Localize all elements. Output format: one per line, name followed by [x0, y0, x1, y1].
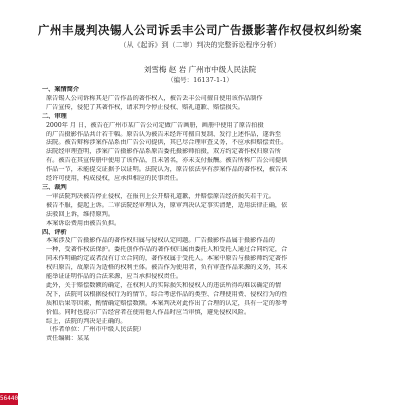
body-line: 一审法院判决被告停止侵权，在报刊上公开赔礼道歉，并赔偿原告经济损失若干元。 — [46, 192, 275, 200]
body-line: 权归原告，故原告为适格的权利主体。被告作为使用者，负有审查作品来源的义务，其未 — [46, 264, 288, 272]
section-heading: 三、裁判 — [42, 183, 67, 191]
body-line: 况下，法院可以根据侵权行为的情节，综合考虑作品的类型、合理使用费、侵权行为的性 — [46, 290, 288, 298]
body-line: 广告宣传，侵犯了其著作权，请求判令停止侵权、赔礼道歉、赔偿损失。 — [46, 103, 244, 111]
page-stamp: 56440 — [0, 393, 18, 405]
body-line: 经许可使用，构成侵权，应承担相应的民事责任。 — [46, 175, 183, 183]
section-heading: 一、案情简介 — [42, 86, 80, 93]
body-line: 质和后果等因素，酌情确定赔偿数额。本案判决对此作出了合理的认定，具有一定的参考 — [46, 299, 288, 307]
body-line: 此外，关于赔偿数额的确定，在权利人的实际损失和侵权人的违法所得均难以确定的情 — [46, 281, 282, 289]
author-line: 刘雪梅 赵 岩 广州市中级人民法院 — [143, 65, 257, 74]
body-line: 原告锡人公司诉称其是广告作品的著作权人，被告丢丰公司擅自使用该作品制作 — [46, 94, 263, 102]
body-line: 法院。被告辩称涉案作品系由广告公司提供，其已尽合理审查义务，不应承担赔偿责任。 — [46, 139, 288, 147]
body-line: 价值。同时也提示广告经营者在使用他人作品时应当审慎，避免侵权风险。 — [46, 308, 251, 316]
document-code: （编号：16137-1-1） — [167, 76, 233, 84]
body-line: 的广告摄影作品共计若干幅。原告认为被告未经许可擅自复制、发行上述作品，遂诉至 — [46, 130, 282, 138]
body-line: 被告不服，提起上诉。二审法院经审理认为，原审判决认定事实清楚，适用法律正确，依 — [46, 201, 288, 209]
body-line: 2000年 月 日，被告在广州市某广告公司定做广告画册，画册中使用了原告拍摄 — [46, 121, 264, 129]
article-title: 广州丰晟判决锡人公司诉丢丰公司广告摄影著作权侵权纠纷案 — [38, 23, 362, 37]
body-line: 作品一节，未能提交证据予以证明。法院认为，原告依法享有涉案作品的著作权，被告未 — [46, 166, 288, 174]
body-line: 同未作明确约定或者没有订立合同的，著作权属于受托人。本案中原告与摄影师约定著作 — [46, 255, 288, 263]
article-subtitle: （从《起诉》到（二审）判决的完整诉讼程序分析） — [119, 41, 281, 49]
body-line: （作者单位：广州市中级人民法院） — [46, 326, 145, 334]
body-line: 法院经审理查明，涉案广告摄影作品系原告委托摄影师拍摄，双方约定著作权归原告所 — [46, 148, 282, 156]
body-line: 综上，法院的判决是正确的。 — [46, 317, 127, 325]
section-heading: 四、评析 — [42, 228, 67, 236]
body-line: 法驳回上诉，维持原判。 — [46, 210, 115, 218]
section-heading: 二、审理 — [42, 112, 67, 120]
body-line: 本案诉讼费用由被告负担。 — [46, 219, 121, 227]
body-line: 能举证证明作品的合法来源，应当承担侵权责任。 — [46, 273, 183, 281]
body-line: 有。被告在其宣传册中使用了该作品，且未署名，亦未支付报酬。被告所称广告公司提供 — [46, 157, 288, 165]
body-line: 责任编辑：某某 — [46, 335, 90, 343]
body-line: 一种，受著作权法保护。委托创作作品的著作权归属由委托人和受托人通过合同约定，合 — [46, 246, 288, 254]
body-line: 本案涉及广告摄影作品的著作权归属与侵权认定问题。广告摄影作品属于摄影作品的 — [46, 237, 275, 245]
article-body — [34, 86, 368, 344]
